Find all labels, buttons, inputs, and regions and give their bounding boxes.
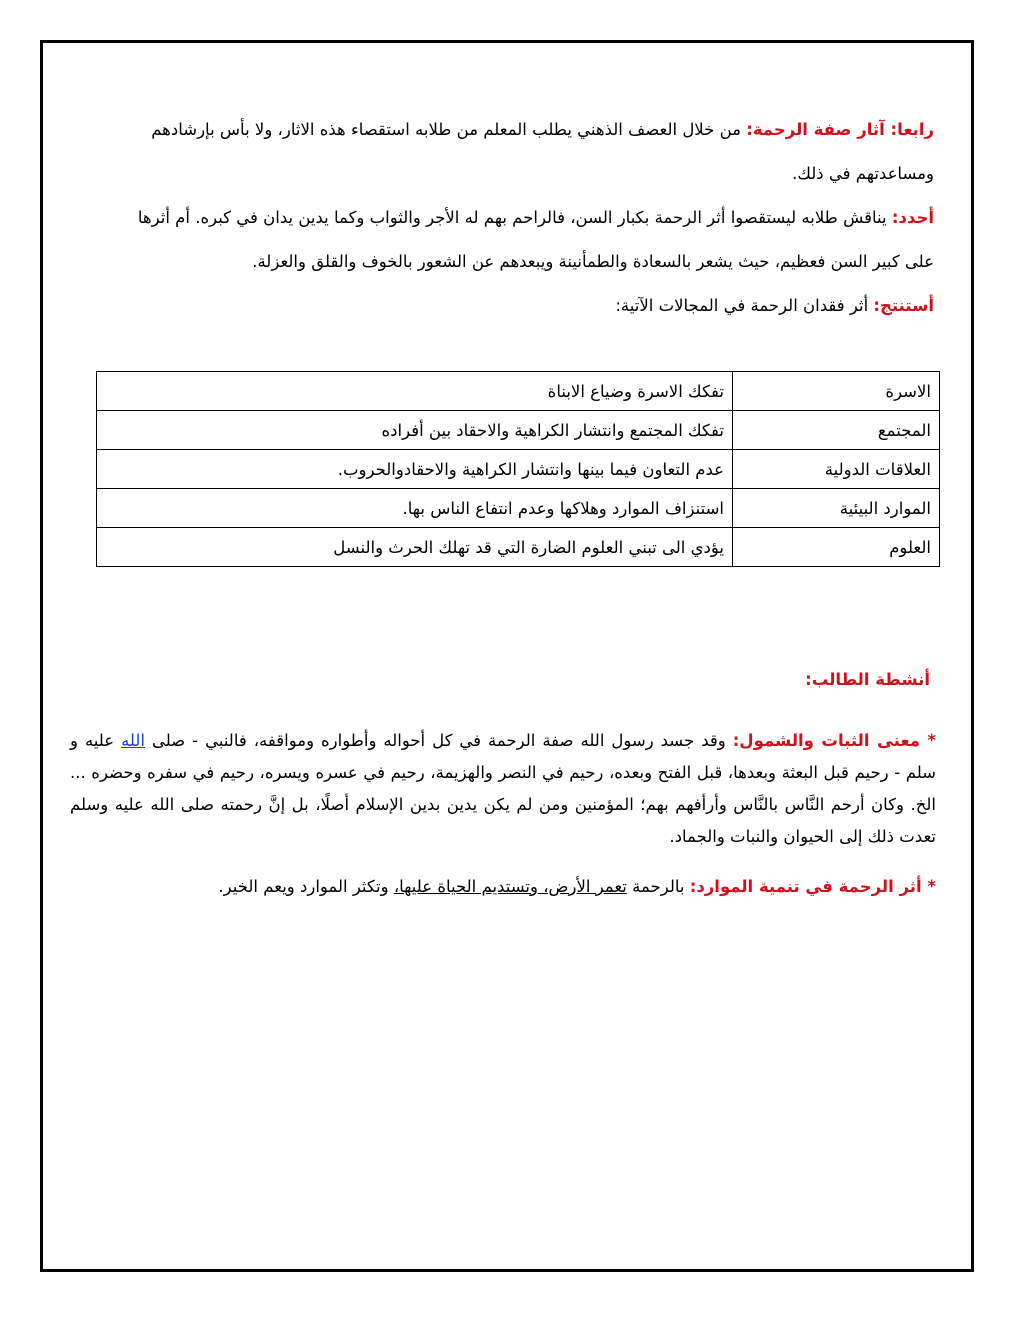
steadfast-heading: * معنى الثبات والشمول: [732, 731, 937, 750]
define-paragraph-cont [78, 240, 934, 284]
section4-heading: رابعا: آثار صفة الرحمة: [746, 120, 934, 139]
allah-link[interactable]: الله [121, 731, 145, 750]
section4-text-1: من خلال العصف الذهني يطلب المعلم من طلابه استقصاء هذه الاثار، ولا بأس بإرشادهم [151, 120, 741, 139]
define-text-2: على كبير السن فعظيم، حيث يشعر بالسعادة والطمأنينة ويبعدهم عن الشعور بالخوف والقلق والعزلة. [252, 252, 934, 271]
table-cell-area: الموارد البيئية [733, 489, 940, 528]
table-cell-effect: عدم التعاون فيما بينها وانتشار الكراهية والاحقادوالحروب. [97, 450, 733, 489]
table-row [97, 489, 940, 528]
conclude-text: أثر فقدان الرحمة في المجالات الآتية: [615, 296, 869, 315]
table-cell-area: العلاقات الدولية [733, 450, 940, 489]
student-activities [70, 665, 936, 903]
table-row [97, 528, 940, 567]
define-heading: أحدد: [891, 208, 934, 227]
conclude-paragraph [78, 284, 934, 328]
section4-paragraph-cont [78, 152, 934, 196]
table-cell-effect: تفكك الاسرة وضياع الابناة [97, 372, 733, 411]
resources-text-a: بالرحمة [632, 877, 685, 896]
resources-text-underlined: تعمر الأرض، وتستديم الحياة عليها، [393, 877, 627, 896]
conclude-heading: أستنتج: [873, 296, 934, 315]
table-cell-effect: تفكك المجتمع وانتشار الكراهية والاحقاد بين أفراده [97, 411, 733, 450]
section4-paragraph [78, 108, 934, 152]
table-cell-effect: استنزاف الموارد وهلاكها وعدم انتفاع الناس بها. [97, 489, 733, 528]
steadfast-paragraph [70, 725, 936, 853]
table-row [97, 411, 940, 450]
steadfast-text-b: عليه و سلم - رحيم قبل البعثة وبعدها، قبل الفتح وبعده، رحيم في النصر والهزيمة، رحيم في عسره ويسره، رحيم في سفره وحضره ... الخ. وكان أرحم النَّاس بالنَّاس وأرأفهم بهم؛ المؤمنين ومن لم يكن يدين بدين الإسلام أصلًا، بل إنَّ رحمته صلى الله عليه وسلم تعدت ذلك إلى الحيوان والنبات والجماد. [70, 731, 936, 846]
table-cell-area: الاسرة [733, 372, 940, 411]
section4-text-2: ومساعدتهم في ذلك. [792, 164, 934, 183]
resources-paragraph [70, 871, 936, 903]
define-paragraph [78, 196, 934, 240]
steadfast-text-a: وقد جسد رسول الله صفة الرحمة في كل أحواله وأطواره ومواقفه، فالنبي - صلى [151, 731, 726, 750]
resources-text-b: وتكثر الموارد ويعم الخير. [218, 877, 389, 896]
table-cell-area: المجتمع [733, 411, 940, 450]
define-text-1: يناقش طلابه ليستقصوا أثر الرحمة بكبار السن، فالراحم بهم له الأجر والثواب وكما يدين يدان في كبره. أم أثرها [137, 208, 887, 227]
resources-heading: * أثر الرحمة في تنمية الموارد: [689, 877, 936, 896]
table-cell-area: العلوم [733, 528, 940, 567]
effects-table [96, 371, 940, 567]
main-text [78, 108, 934, 328]
table-row [97, 372, 940, 411]
table-cell-effect: يؤدي الى تبني العلوم الضارة التي قد تهلك الحرث والنسل [97, 528, 733, 567]
table-row [97, 450, 940, 489]
activities-title: أنشطة الطالب: [805, 670, 930, 689]
